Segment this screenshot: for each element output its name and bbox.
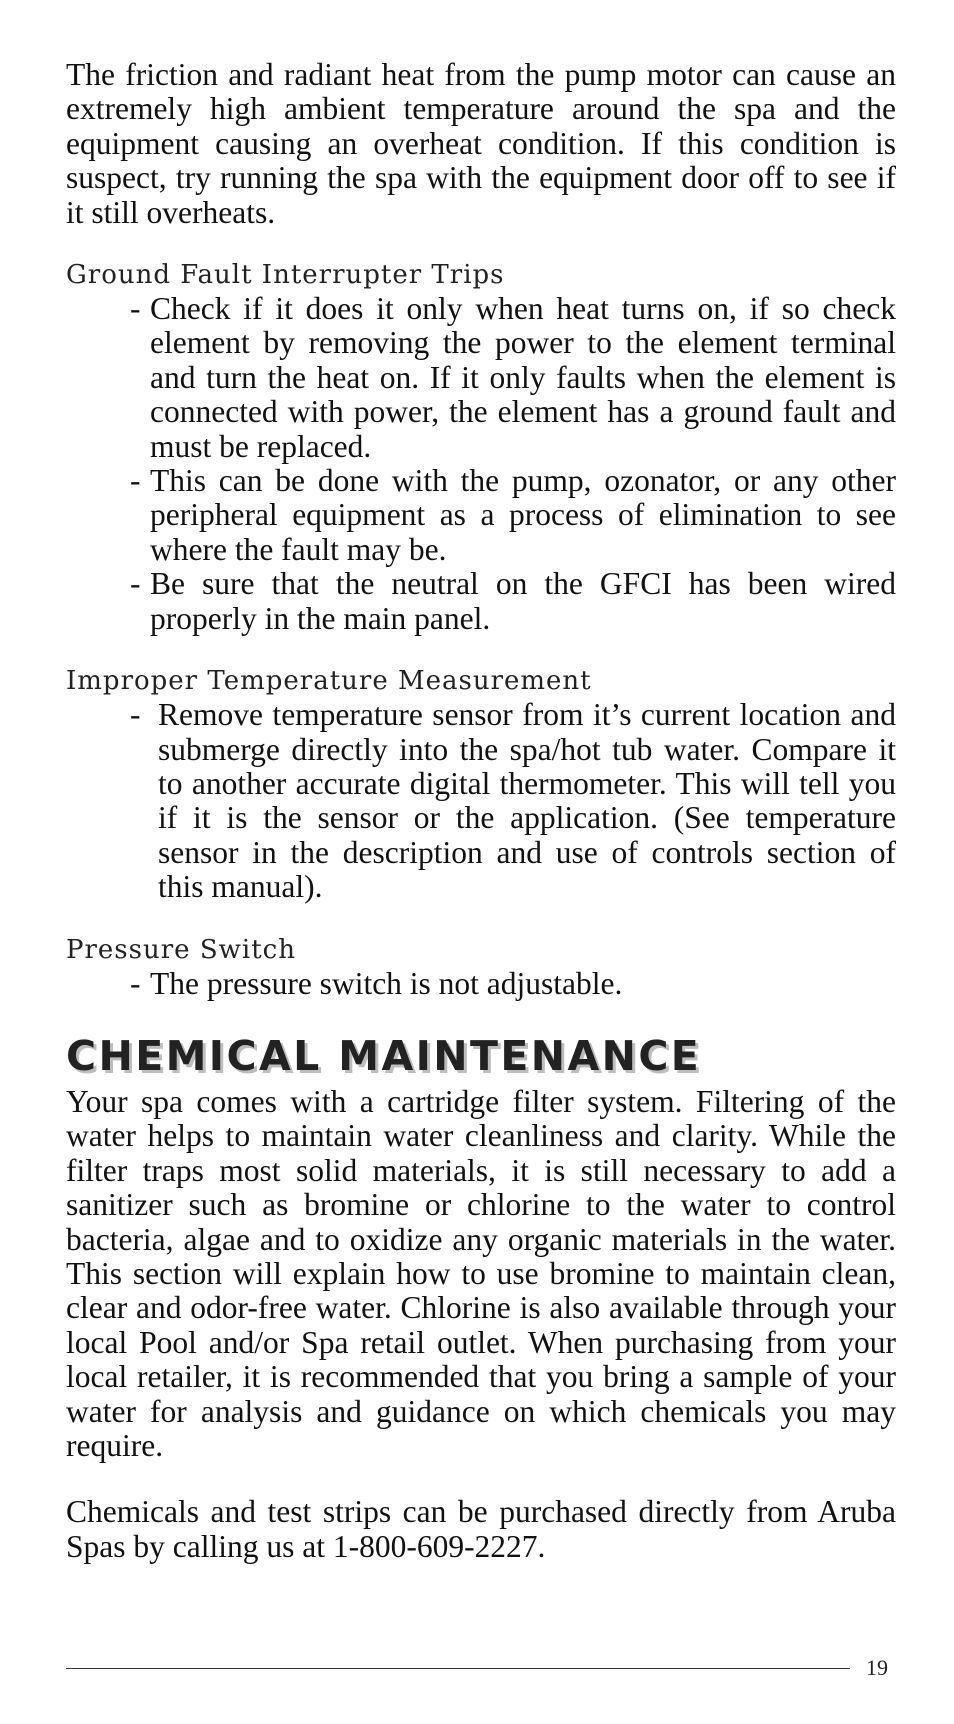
bullet-marker: -: [130, 291, 141, 327]
footer-divider: [66, 1668, 850, 1669]
list-item-text: This can be done with the pump, ozonator, or any other peripheral equipment as a process of elimination to see where the fault may be.: [150, 463, 896, 567]
gfi-list: [66, 292, 896, 636]
chemical-maintenance-title: CHEMICAL MAINTENANCE: [66, 1031, 702, 1080]
list-item: [66, 698, 896, 904]
list-item-text: Check if it does it only when heat turns on, if so check element by removing the power to the element terminal and turn the heat on. If it only faults when the element is connected with power, the element has a ground fault and must be replaced.: [150, 291, 896, 464]
bullet-marker: -: [130, 566, 141, 602]
list-item: [66, 567, 896, 636]
section-temperature: [66, 664, 896, 904]
bullet-marker: -: [130, 463, 141, 499]
section-gfi: [66, 258, 896, 636]
list-item-text: The pressure switch is not adjustable.: [150, 965, 623, 1001]
bullet-marker: -: [130, 697, 141, 733]
section-pressure-switch: [66, 933, 896, 1001]
intro-paragraph: The friction and radiant heat from the pump motor can cause an extremely high ambient temperature around the spa and the equipment causing an overheat condition. If this condition is suspect, try running the spa with the equipment door off to see if it still overheats.: [66, 57, 896, 230]
list-item: [66, 464, 896, 567]
section-heading-temperature: Improper Temperature Measurement: [66, 666, 592, 697]
chemical-paragraph-2: Chemicals and test strips can be purchased directly from Aruba Spas by calling us at 1-800-609-2227.: [66, 1494, 896, 1564]
list-item: [66, 292, 896, 464]
manual-page: [66, 58, 896, 1564]
bullet-marker: -: [130, 965, 141, 1001]
page-number: 19: [866, 1655, 888, 1680]
pressure-switch-list: [66, 967, 896, 1001]
section-heading-pressure-switch: Pressure Switch: [66, 934, 296, 965]
list-item-text: Remove temperature sensor from it’s current location and submerge directly into the spa/hot tub water. Compare it to another accurate digital thermometer. This will tell you if it is the sensor or the application. (See temperature sensor in the description and use of controls section of this manual).: [158, 697, 896, 905]
list-item-text: Be sure that the neutral on the GFCI has been wired properly in the main panel.: [150, 566, 896, 636]
chemical-paragraph-1: Your spa comes with a cartridge filter system. Filtering of the water helps to maintain water cleanliness and clarity. While the filter traps most solid materials, it is still necessary to add a sanitizer such as bromine or chlorine to the water to control bacteria, algae and to oxidize any organic materials in the water. This section will explain how to use bromine to maintain clean, clear and odor-free water. Chlorine is also available through your local Pool and/or Spa retail outlet. When purchasing from your local retailer, it is recommended that you bring a sample of your water for analysis and guidance on which chemicals you may require.: [66, 1083, 896, 1463]
temperature-list: [66, 698, 896, 904]
list-item: [66, 967, 896, 1001]
paragraph-gap: [66, 1463, 896, 1495]
section-heading-gfi: Ground Fault Interrupter Trips: [66, 260, 505, 291]
